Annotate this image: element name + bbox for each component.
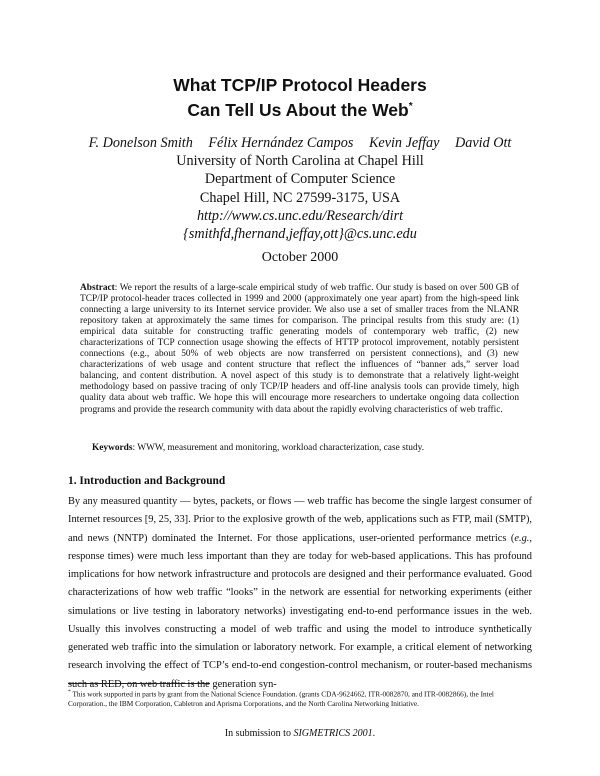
title-line-1: What TCP/IP Protocol Headers [173,75,427,95]
affiliation-emails: {smithfd,fhernand,jeffay,ott}@cs.unc.edu [183,226,417,243]
body-text-part-b: , response times) were much less important than they are today for web-based applications. This has profound implications for how network infrastructure and protocols are designed and their performance evaluated. Good characterizations of how web traffic “looks” in the network are essential for networking experiments (either simulations or live testing in laboratory networks) investigating end-to-end performance issues in the web. Usually this involves constructing a model of web traffic and using the model to introduce synthetically generated web traffic into the simulation or laboratory network. For example, a critical element of networking research involving the effect of TCP’s end-to-end congestion-control mechanism, or router-based mechanisms such as RED, on web traffic is the generation syn- [68,532,532,690]
submission-venue: SIGMETRICS 2001 [293,728,373,739]
submission-suffix: . [372,728,376,739]
submission-prefix: In submission to [224,728,294,739]
footnote [68,688,532,709]
paper-title [0,75,600,121]
affiliation-address: Chapel Hill, NC 27599-3175, USA [199,189,401,206]
author-name: David Ott [455,135,512,151]
body-text-eg: e.g. [514,532,530,544]
keywords [92,443,519,454]
paper-date: October 2000 [261,250,339,265]
abstract-label: Abstract [80,283,115,293]
keywords-text: : WWW, measurement and monitoring, workload characterization, case study. [132,443,425,453]
author-block [0,134,600,243]
keywords-label: Keywords [92,443,133,453]
author-name: Félix Hernández Campos [208,135,354,151]
author-list [0,134,600,152]
body-paragraph [68,493,532,694]
title-line-2 [0,96,600,121]
footnote-text: This work supported in parts by grant from the National Science Foundation. (grants CDA-9624662, ITR-0082870, and ITR-0082866), the Intel Corporation., the IBM Corporation, Cabletron and Aprisma Corporations, and the North Carolina Networking Initiative. [68,689,494,709]
title-footnote-mark: * [408,101,413,112]
abstract [80,283,519,416]
footnote-divider [68,683,210,684]
affiliation-url: http://www.cs.unc.edu/Research/dirt [196,207,404,224]
section-heading: 1. Introduction and Background [68,475,226,487]
affiliation-university: University of North Carolina at Chapel Hill [176,153,424,170]
affiliation-department: Department of Computer Science [204,171,396,188]
title-line-2-text: Can Tell Us About the Web [187,99,409,120]
submission-note [0,728,600,739]
footnote-mark: * [68,689,71,695]
abstract-text: : We report the results of a large-scale empirical study of web traffic. Our study is based on over 500 GB of TCP/IP protocol-header traces collected in 1999 and 2000 (approximately one year apart) from the high-speed link connecting a large university to its Internet service provider. We also use a set of smaller traces from the NLANR repository taken at approximately the same times for comparison. The principal results from this study are: (1) empirical data suitable for constructing traffic generating models of contemporary web traffic, (2) new characterizations of TCP connection usage showing the effects of HTTP protocol improvement, notably persistent connections (e.g., about 50% of web objects are now transferred on persistent connections), and (3) new characterizations of web usage and content structure that reflect the influences of “banner ads,” server load balancing, and content distribution. A novel aspect of this study is to demonstrate that a relatively light-weight methodology based on passive tracing of only TCP/IP headers and off-line analysis tools can provide timely, high quality data about web traffic. We hope this will encourage more researchers to undertake ongoing data collection programs and provide the research community with data about the rapidly evolving characteristics of web traffic. [80,283,519,415]
author-name: F. Donelson Smith [88,135,193,151]
body-text-part-a: By any measured quantity — bytes, packets, or flows — web traffic has become the single largest consumer of Internet resources [9, 25, 33]. Prior to the explosive growth of the web, applications such as FTP, mail (SMTP), and news (NNTP) dominated the Internet. For those applications, user-oriented performance metrics ( [68,496,532,544]
author-name: Kevin Jeffay [368,135,440,151]
